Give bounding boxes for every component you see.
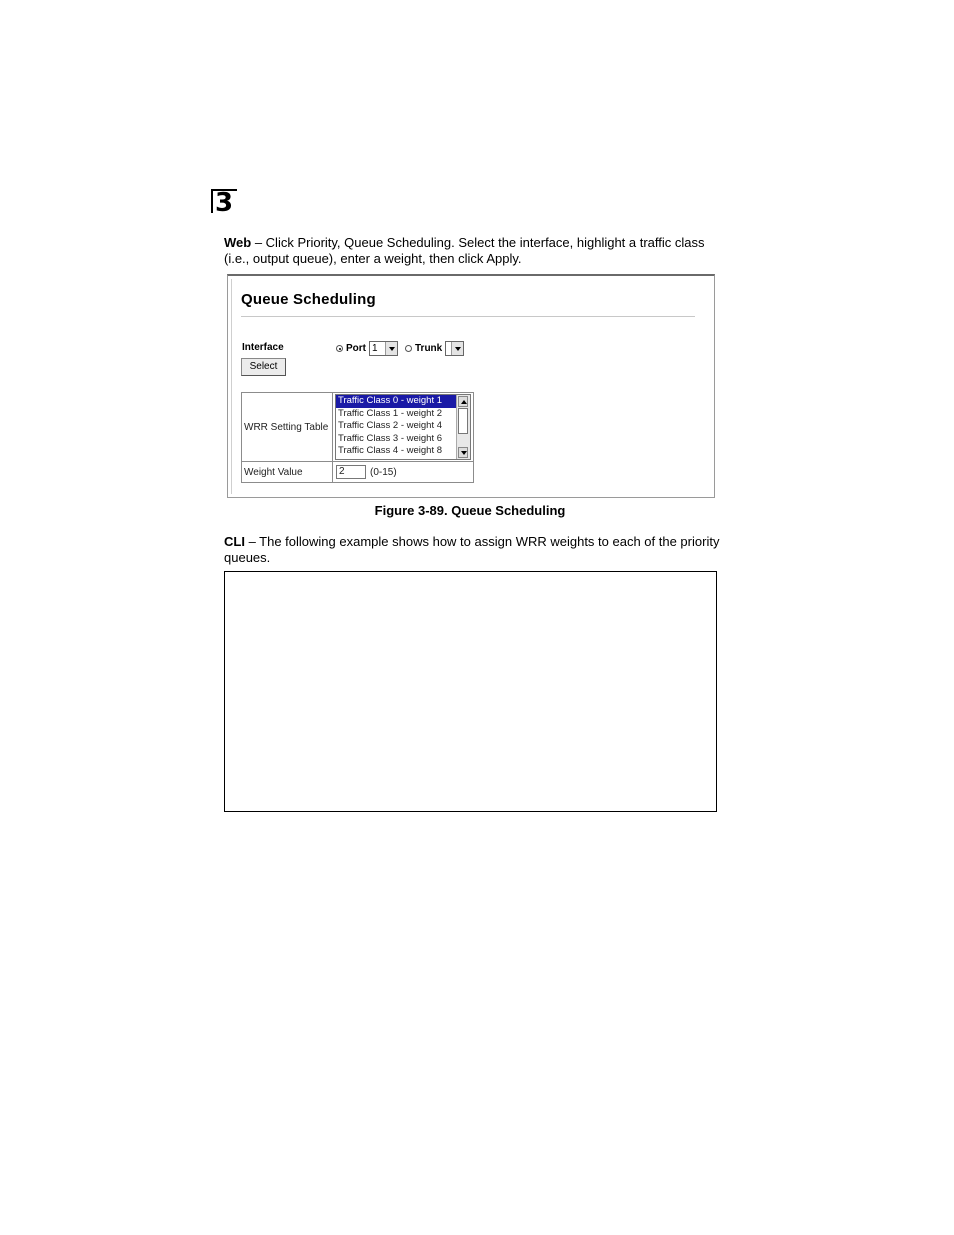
title-divider	[241, 316, 695, 317]
settings-table	[241, 392, 474, 483]
wrr-cell	[333, 393, 474, 462]
listbox-scrollbar[interactable]	[456, 395, 470, 459]
web-instructions	[224, 235, 724, 267]
list-item[interactable]: Traffic Class 1 - weight 2	[338, 407, 443, 419]
weight-range: (0-15)	[370, 466, 397, 478]
panel-inner	[231, 279, 711, 494]
trunk-select[interactable]	[445, 341, 464, 356]
list-item[interactable]: Traffic Class 0 - weight 1	[336, 395, 456, 408]
wrr-label: WRR Setting Table	[242, 393, 333, 462]
figure-caption: Figure 3-89. Queue Scheduling	[374, 503, 566, 518]
list-item[interactable]: Traffic Class 3 - weight 6	[338, 432, 443, 444]
list-item[interactable]: Traffic Class 4 - weight 8	[338, 445, 443, 457]
queue-scheduling-screenshot	[227, 274, 715, 498]
port-select-value: 1	[372, 343, 378, 354]
trunk-radio[interactable]	[405, 345, 412, 352]
cli-instructions	[224, 534, 724, 566]
select-button[interactable]: Select	[241, 358, 286, 376]
interface-label: Interface	[242, 342, 284, 353]
port-select[interactable]	[369, 341, 398, 356]
cli-text: – The following example shows how to assign WRR weights to each of the priority queues.	[224, 534, 720, 565]
port-radio-label: Port	[346, 343, 366, 354]
weight-row	[242, 462, 474, 483]
wrr-row	[242, 393, 474, 462]
cli-lead: CLI	[224, 534, 245, 549]
cli-example-box	[224, 571, 717, 812]
trunk-radio-label: Trunk	[415, 343, 443, 354]
weight-cell	[333, 462, 474, 483]
scroll-down-icon[interactable]	[458, 447, 468, 458]
weight-input[interactable]: 2	[336, 465, 366, 479]
weight-label: Weight Value	[242, 462, 333, 483]
web-text: – Click Priority, Queue Scheduling. Select the interface, highlight a traffic class (i.e., output queue), enter a weight, then click Apply.	[224, 235, 705, 266]
chevron-down-icon[interactable]	[385, 342, 397, 355]
chapter-number: 3	[211, 189, 237, 213]
scroll-up-icon[interactable]	[458, 396, 468, 407]
chevron-down-icon[interactable]	[451, 342, 463, 355]
scroll-thumb[interactable]	[458, 408, 468, 434]
page-title: Queue Scheduling	[241, 291, 376, 308]
traffic-class-listbox[interactable]	[335, 394, 471, 460]
port-radio[interactable]	[336, 345, 343, 352]
list-item[interactable]: Traffic Class 2 - weight 4	[338, 420, 443, 432]
web-lead: Web	[224, 235, 252, 250]
